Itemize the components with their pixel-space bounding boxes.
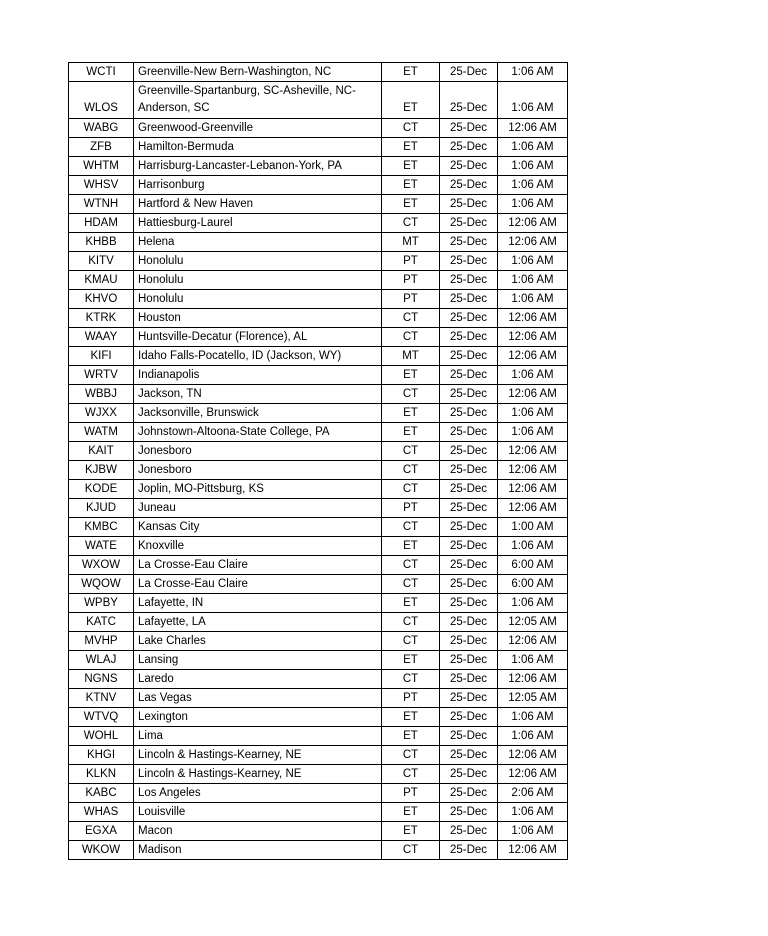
air-time-cell: 12:06 AM: [498, 746, 568, 765]
market-cell: Greenwood-Greenville: [134, 119, 382, 138]
date-cell: 25-Dec: [440, 537, 498, 556]
market-cell: Jonesboro: [134, 442, 382, 461]
table-row: [69, 556, 568, 575]
call-sign-cell: WAAY: [69, 328, 134, 347]
time-zone-cell: CT: [382, 841, 440, 860]
air-time-cell: 12:06 AM: [498, 841, 568, 860]
air-time-cell: 12:06 AM: [498, 309, 568, 328]
air-time-cell: 12:05 AM: [498, 689, 568, 708]
market-cell: Kansas City: [134, 518, 382, 537]
date-cell: 25-Dec: [440, 119, 498, 138]
table-row: [69, 689, 568, 708]
market-cell: Lima: [134, 727, 382, 746]
call-sign-cell: WLAJ: [69, 651, 134, 670]
time-zone-cell: PT: [382, 784, 440, 803]
call-sign-cell: WATM: [69, 423, 134, 442]
table-row: [69, 803, 568, 822]
market-cell: Laredo: [134, 670, 382, 689]
table-row: [69, 82, 568, 119]
table-row: [69, 765, 568, 784]
date-cell: 25-Dec: [440, 822, 498, 841]
table-row: [69, 480, 568, 499]
table-row: [69, 727, 568, 746]
table-row: [69, 423, 568, 442]
call-sign-cell: WOHL: [69, 727, 134, 746]
date-cell: 25-Dec: [440, 442, 498, 461]
air-time-cell: 1:06 AM: [498, 404, 568, 423]
air-time-cell: 1:06 AM: [498, 537, 568, 556]
time-zone-cell: ET: [382, 195, 440, 214]
date-cell: 25-Dec: [440, 195, 498, 214]
call-sign-cell: KIFI: [69, 347, 134, 366]
date-cell: 25-Dec: [440, 613, 498, 632]
call-sign-cell: WJXX: [69, 404, 134, 423]
date-cell: 25-Dec: [440, 670, 498, 689]
market-cell: Honolulu: [134, 252, 382, 271]
call-sign-cell: WLOS: [69, 82, 134, 119]
time-zone-cell: CT: [382, 746, 440, 765]
date-cell: 25-Dec: [440, 214, 498, 233]
table-row: [69, 347, 568, 366]
air-time-cell: 1:06 AM: [498, 594, 568, 613]
air-time-cell: 1:06 AM: [498, 366, 568, 385]
time-zone-cell: ET: [382, 63, 440, 82]
time-zone-cell: ET: [382, 157, 440, 176]
table-row: [69, 746, 568, 765]
market-cell: La Crosse-Eau Claire: [134, 575, 382, 594]
date-cell: 25-Dec: [440, 347, 498, 366]
time-zone-cell: ET: [382, 138, 440, 157]
table-row: [69, 613, 568, 632]
time-zone-cell: CT: [382, 670, 440, 689]
table-row: [69, 670, 568, 689]
market-cell: Houston: [134, 309, 382, 328]
air-time-cell: 1:06 AM: [498, 271, 568, 290]
table-row: [69, 594, 568, 613]
table-row: [69, 138, 568, 157]
call-sign-cell: EGXA: [69, 822, 134, 841]
market-cell: Lansing: [134, 651, 382, 670]
market-cell: Harrisburg-Lancaster-Lebanon-York, PA: [134, 157, 382, 176]
call-sign-cell: KATC: [69, 613, 134, 632]
air-time-cell: 1:06 AM: [498, 82, 568, 119]
call-sign-cell: HDAM: [69, 214, 134, 233]
time-zone-cell: ET: [382, 727, 440, 746]
time-zone-cell: CT: [382, 632, 440, 651]
table-row: [69, 214, 568, 233]
call-sign-cell: ZFB: [69, 138, 134, 157]
date-cell: 25-Dec: [440, 461, 498, 480]
call-sign-cell: WHSV: [69, 176, 134, 195]
date-cell: 25-Dec: [440, 271, 498, 290]
time-zone-cell: CT: [382, 480, 440, 499]
call-sign-cell: KJUD: [69, 499, 134, 518]
market-cell: Lafayette, LA: [134, 613, 382, 632]
call-sign-cell: KLKN: [69, 765, 134, 784]
time-zone-cell: ET: [382, 176, 440, 195]
market-cell: Harrisonburg: [134, 176, 382, 195]
air-time-cell: 1:06 AM: [498, 195, 568, 214]
call-sign-cell: KITV: [69, 252, 134, 271]
air-time-cell: 1:06 AM: [498, 290, 568, 309]
air-time-cell: 1:06 AM: [498, 708, 568, 727]
table-row: [69, 822, 568, 841]
time-zone-cell: ET: [382, 822, 440, 841]
date-cell: 25-Dec: [440, 423, 498, 442]
time-zone-cell: ET: [382, 82, 440, 119]
table-row: [69, 518, 568, 537]
time-zone-cell: ET: [382, 404, 440, 423]
call-sign-cell: KHGI: [69, 746, 134, 765]
table-row: [69, 442, 568, 461]
date-cell: 25-Dec: [440, 518, 498, 537]
air-time-cell: 1:06 AM: [498, 727, 568, 746]
air-time-cell: 12:06 AM: [498, 442, 568, 461]
call-sign-cell: WKOW: [69, 841, 134, 860]
table-row: [69, 632, 568, 651]
date-cell: 25-Dec: [440, 556, 498, 575]
date-cell: 25-Dec: [440, 366, 498, 385]
date-cell: 25-Dec: [440, 157, 498, 176]
air-time-cell: 12:06 AM: [498, 347, 568, 366]
call-sign-cell: WHTM: [69, 157, 134, 176]
time-zone-cell: MT: [382, 233, 440, 252]
call-sign-cell: KJBW: [69, 461, 134, 480]
table-row: [69, 290, 568, 309]
table-row: [69, 119, 568, 138]
date-cell: 25-Dec: [440, 138, 498, 157]
call-sign-cell: WTNH: [69, 195, 134, 214]
table-row: [69, 537, 568, 556]
air-time-cell: 1:06 AM: [498, 176, 568, 195]
date-cell: 25-Dec: [440, 385, 498, 404]
market-cell: Lexington: [134, 708, 382, 727]
time-zone-cell: PT: [382, 252, 440, 271]
time-zone-cell: PT: [382, 271, 440, 290]
air-time-cell: 1:06 AM: [498, 423, 568, 442]
call-sign-cell: KODE: [69, 480, 134, 499]
market-cell: Knoxville: [134, 537, 382, 556]
time-zone-cell: MT: [382, 347, 440, 366]
date-cell: 25-Dec: [440, 632, 498, 651]
market-cell: Jonesboro: [134, 461, 382, 480]
time-zone-cell: CT: [382, 613, 440, 632]
time-zone-cell: CT: [382, 765, 440, 784]
air-time-cell: 6:00 AM: [498, 575, 568, 594]
time-zone-cell: ET: [382, 708, 440, 727]
time-zone-cell: CT: [382, 442, 440, 461]
market-cell: Lafayette, IN: [134, 594, 382, 613]
time-zone-cell: ET: [382, 594, 440, 613]
market-cell: Joplin, MO-Pittsburg, KS: [134, 480, 382, 499]
table-row: [69, 328, 568, 347]
time-zone-cell: CT: [382, 556, 440, 575]
call-sign-cell: KABC: [69, 784, 134, 803]
call-sign-cell: WTVQ: [69, 708, 134, 727]
market-cell: Hartford & New Haven: [134, 195, 382, 214]
market-cell: Macon: [134, 822, 382, 841]
call-sign-cell: KHVO: [69, 290, 134, 309]
air-time-cell: 12:06 AM: [498, 233, 568, 252]
table-row: [69, 63, 568, 82]
date-cell: 25-Dec: [440, 803, 498, 822]
table-row: [69, 233, 568, 252]
date-cell: 25-Dec: [440, 82, 498, 119]
air-time-cell: 6:00 AM: [498, 556, 568, 575]
time-zone-cell: CT: [382, 575, 440, 594]
call-sign-cell: WQOW: [69, 575, 134, 594]
air-time-cell: 12:06 AM: [498, 328, 568, 347]
market-cell: Indianapolis: [134, 366, 382, 385]
date-cell: 25-Dec: [440, 575, 498, 594]
call-sign-cell: WPBY: [69, 594, 134, 613]
time-zone-cell: PT: [382, 689, 440, 708]
date-cell: 25-Dec: [440, 841, 498, 860]
air-time-cell: 12:06 AM: [498, 632, 568, 651]
time-zone-cell: ET: [382, 423, 440, 442]
time-zone-cell: CT: [382, 328, 440, 347]
air-time-cell: 12:06 AM: [498, 670, 568, 689]
date-cell: 25-Dec: [440, 708, 498, 727]
call-sign-cell: WCTI: [69, 63, 134, 82]
date-cell: 25-Dec: [440, 404, 498, 423]
air-time-cell: 12:06 AM: [498, 480, 568, 499]
call-sign-cell: KMBC: [69, 518, 134, 537]
date-cell: 25-Dec: [440, 480, 498, 499]
date-cell: 25-Dec: [440, 594, 498, 613]
table-row: [69, 404, 568, 423]
call-sign-cell: MVHP: [69, 632, 134, 651]
table-row: [69, 366, 568, 385]
time-zone-cell: ET: [382, 366, 440, 385]
market-cell: Helena: [134, 233, 382, 252]
date-cell: 25-Dec: [440, 499, 498, 518]
market-cell: La Crosse-Eau Claire: [134, 556, 382, 575]
air-time-cell: 1:06 AM: [498, 157, 568, 176]
air-time-cell: 1:06 AM: [498, 63, 568, 82]
table-row: [69, 271, 568, 290]
table-row: [69, 708, 568, 727]
call-sign-cell: WBBJ: [69, 385, 134, 404]
call-sign-cell: KHBB: [69, 233, 134, 252]
date-cell: 25-Dec: [440, 252, 498, 271]
date-cell: 25-Dec: [440, 784, 498, 803]
station-schedule-table: [68, 62, 568, 860]
market-cell: Johnstown-Altoona-State College, PA: [134, 423, 382, 442]
date-cell: 25-Dec: [440, 309, 498, 328]
market-cell: Juneau: [134, 499, 382, 518]
call-sign-cell: KTRK: [69, 309, 134, 328]
time-zone-cell: CT: [382, 214, 440, 233]
table-row: [69, 157, 568, 176]
call-sign-cell: KAIT: [69, 442, 134, 461]
time-zone-cell: ET: [382, 537, 440, 556]
table-row: [69, 499, 568, 518]
table-body: [69, 63, 568, 860]
market-cell: Lincoln & Hastings-Kearney, NE: [134, 746, 382, 765]
air-time-cell: 12:06 AM: [498, 214, 568, 233]
call-sign-cell: KMAU: [69, 271, 134, 290]
market-cell: Louisville: [134, 803, 382, 822]
table-row: [69, 385, 568, 404]
market-cell: Honolulu: [134, 290, 382, 309]
date-cell: 25-Dec: [440, 689, 498, 708]
market-cell: Lake Charles: [134, 632, 382, 651]
air-time-cell: 12:06 AM: [498, 385, 568, 404]
table-row: [69, 575, 568, 594]
date-cell: 25-Dec: [440, 290, 498, 309]
market-cell: Madison: [134, 841, 382, 860]
time-zone-cell: PT: [382, 499, 440, 518]
date-cell: 25-Dec: [440, 63, 498, 82]
table-row: [69, 176, 568, 195]
call-sign-cell: WABG: [69, 119, 134, 138]
time-zone-cell: CT: [382, 119, 440, 138]
air-time-cell: 1:06 AM: [498, 651, 568, 670]
time-zone-cell: ET: [382, 803, 440, 822]
date-cell: 25-Dec: [440, 651, 498, 670]
market-cell: Honolulu: [134, 271, 382, 290]
air-time-cell: 12:06 AM: [498, 461, 568, 480]
air-time-cell: 12:05 AM: [498, 613, 568, 632]
market-cell: Hamilton-Bermuda: [134, 138, 382, 157]
time-zone-cell: ET: [382, 651, 440, 670]
market-cell: Los Angeles: [134, 784, 382, 803]
call-sign-cell: WHAS: [69, 803, 134, 822]
call-sign-cell: WRTV: [69, 366, 134, 385]
date-cell: 25-Dec: [440, 746, 498, 765]
air-time-cell: 12:06 AM: [498, 119, 568, 138]
air-time-cell: 1:06 AM: [498, 138, 568, 157]
air-time-cell: 1:06 AM: [498, 822, 568, 841]
time-zone-cell: CT: [382, 385, 440, 404]
table-row: [69, 195, 568, 214]
date-cell: 25-Dec: [440, 328, 498, 347]
air-time-cell: 1:06 AM: [498, 252, 568, 271]
call-sign-cell: WATE: [69, 537, 134, 556]
air-time-cell: 2:06 AM: [498, 784, 568, 803]
air-time-cell: 12:06 AM: [498, 765, 568, 784]
table-row: [69, 651, 568, 670]
air-time-cell: 1:00 AM: [498, 518, 568, 537]
table-row: [69, 461, 568, 480]
date-cell: 25-Dec: [440, 233, 498, 252]
market-cell: Huntsville-Decatur (Florence), AL: [134, 328, 382, 347]
air-time-cell: 12:06 AM: [498, 499, 568, 518]
call-sign-cell: WXOW: [69, 556, 134, 575]
time-zone-cell: CT: [382, 461, 440, 480]
table-row: [69, 841, 568, 860]
call-sign-cell: KTNV: [69, 689, 134, 708]
date-cell: 25-Dec: [440, 727, 498, 746]
market-cell: Jacksonville, Brunswick: [134, 404, 382, 423]
market-cell: Greenville-Spartanburg, SC-Asheville, NC-Anderson, SC: [134, 82, 382, 119]
market-cell: Las Vegas: [134, 689, 382, 708]
date-cell: 25-Dec: [440, 765, 498, 784]
market-cell: Hattiesburg-Laurel: [134, 214, 382, 233]
time-zone-cell: CT: [382, 518, 440, 537]
market-cell: Jackson, TN: [134, 385, 382, 404]
time-zone-cell: PT: [382, 290, 440, 309]
table-row: [69, 784, 568, 803]
market-cell: Greenville-New Bern-Washington, NC: [134, 63, 382, 82]
time-zone-cell: CT: [382, 309, 440, 328]
table-row: [69, 252, 568, 271]
air-time-cell: 1:06 AM: [498, 803, 568, 822]
table-row: [69, 309, 568, 328]
market-cell: Lincoln & Hastings-Kearney, NE: [134, 765, 382, 784]
date-cell: 25-Dec: [440, 176, 498, 195]
market-cell: Idaho Falls-Pocatello, ID (Jackson, WY): [134, 347, 382, 366]
call-sign-cell: NGNS: [69, 670, 134, 689]
